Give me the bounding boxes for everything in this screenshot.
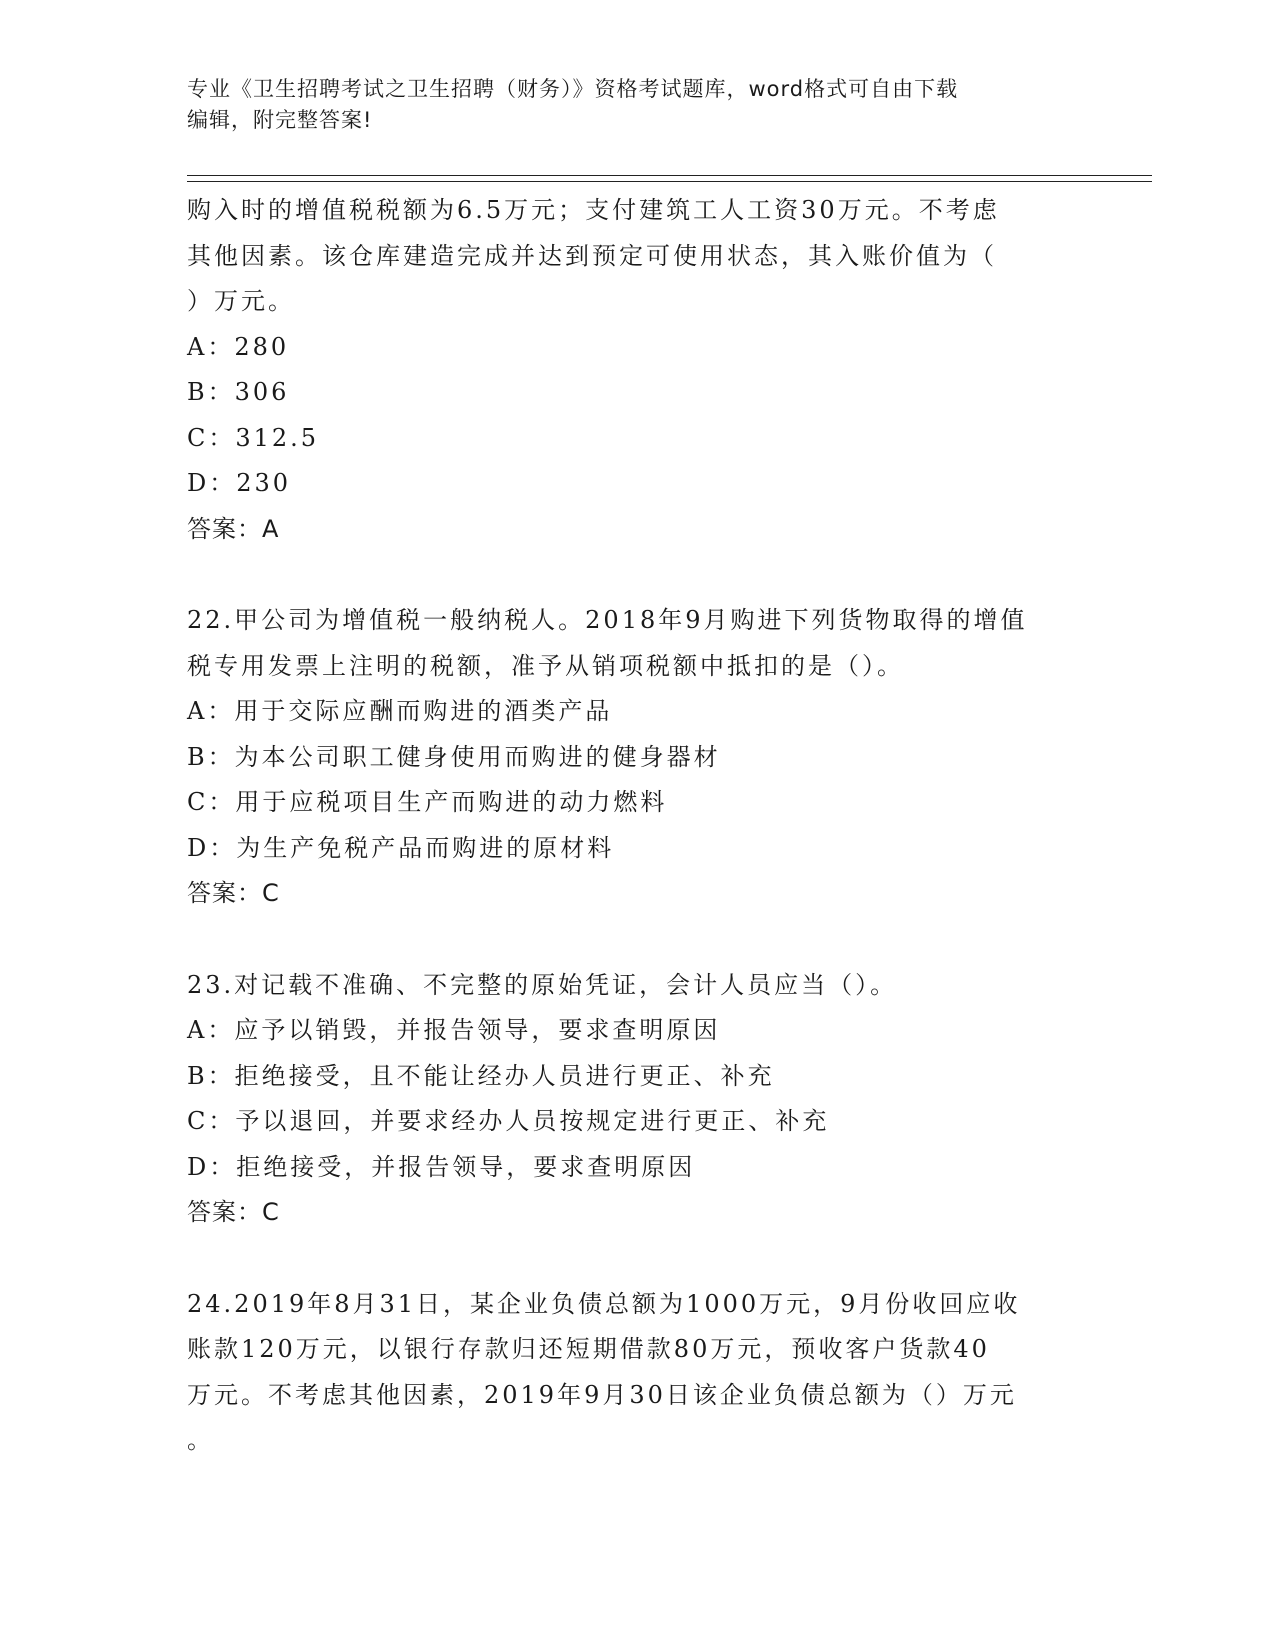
question-block: [187, 598, 1087, 917]
option-d: D：230: [187, 469, 292, 497]
answer-line: 答案：C: [187, 879, 280, 907]
question-stem-line: 23.对记载不准确、不完整的原始凭证，会计人员应当（）。: [187, 970, 898, 999]
option-b: B：为本公司职工健身使用而购进的健身器材: [187, 742, 721, 771]
question-block: [187, 1282, 1087, 1464]
option-c: C：予以退回，并要求经办人员按规定进行更正、补充: [187, 1107, 830, 1135]
option-c: C：用于应税项目生产而购进的动力燃料: [187, 788, 668, 816]
option-c: C：312.5: [187, 423, 320, 452]
answer-line: 答案：C: [187, 1198, 280, 1226]
question-stem-line: 账款120万元，以银行存款归还短期借款80万元，预收客户货款40: [187, 1335, 990, 1363]
option-b: B：306: [187, 378, 290, 406]
option-d: D：为生产免税产品而购进的原材料: [187, 833, 615, 862]
option-a: A：280: [187, 332, 290, 361]
option-b: B：拒绝接受，且不能让经办人员进行更正、补充: [187, 1061, 775, 1090]
question-stem-line: ）万元。: [187, 287, 295, 315]
option-a: A：应予以销毁，并报告领导，要求查明原因: [187, 1016, 721, 1044]
question-block: [187, 188, 1087, 552]
question-stem-line: 其他因素。该仓库建造完成并达到预定可使用状态，其入账价值为（: [187, 241, 997, 270]
question-block: [187, 963, 1087, 1236]
header-line-1: 专业《卫生招聘考试之卫生招聘（财务）》资格考试题库，word格式可自由下载: [187, 77, 959, 101]
option-d: D：拒绝接受，并报告领导，要求查明原因: [187, 1152, 696, 1181]
header-line-2: 编辑，附完整答案!: [187, 108, 373, 132]
header-divider-bottom: [187, 181, 1152, 182]
question-stem-line: 万元。不考虑其他因素，2019年9月30日该企业负债总额为（）万元: [187, 1380, 1017, 1409]
option-a: A：用于交际应酬而购进的酒类产品: [187, 697, 613, 725]
document-header: [187, 74, 1087, 136]
question-list: [187, 188, 1087, 1464]
question-stem-line: 24.2019年8月31日，某企业负债总额为1000万元，9月份收回应收: [187, 1289, 1021, 1318]
question-stem-line: 购入时的增值税税额为6.5万元；支付建筑工人工资30万元。不考虑: [187, 196, 1000, 224]
question-stem-line: 。: [187, 1426, 214, 1454]
question-stem-line: 22.甲公司为增值税一般纳税人。2018年9月购进下列货物取得的增值: [187, 606, 1028, 634]
header-divider-top: [187, 175, 1152, 176]
answer-line: 答案：A: [187, 514, 280, 543]
question-stem-line: 税专用发票上注明的税额，准予从销项税额中抵扣的是（）。: [187, 651, 904, 680]
